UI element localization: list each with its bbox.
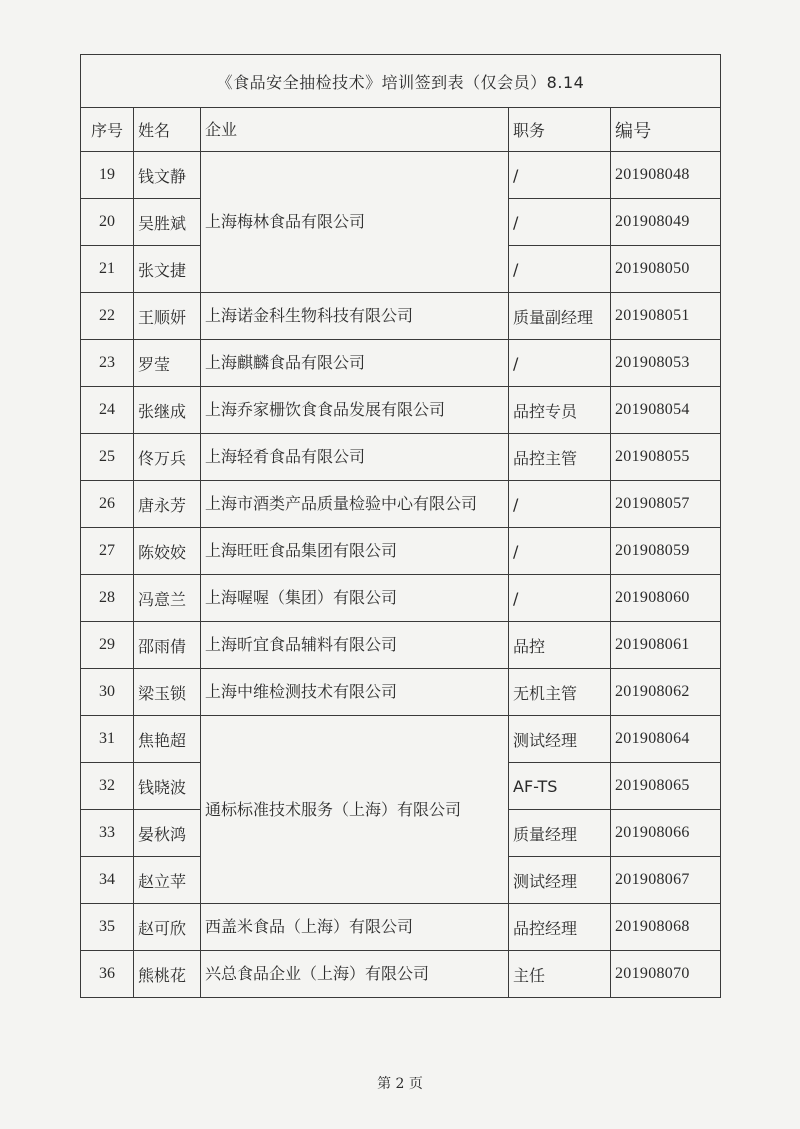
table-row	[81, 340, 721, 387]
organization: 上海梅林食品有限公司	[201, 152, 509, 293]
header-position: 职务	[509, 108, 611, 152]
registration-code: 201908050	[611, 246, 721, 293]
row-number: 22	[81, 293, 134, 340]
table-row	[81, 293, 721, 340]
organization: 上海中维检测技术有限公司	[201, 669, 509, 716]
person-name: 冯意兰	[134, 575, 201, 622]
organization: 上海旺旺食品集团有限公司	[201, 528, 509, 575]
table-row	[81, 951, 721, 998]
organization: 上海诺金科生物科技有限公司	[201, 293, 509, 340]
position: 品控	[509, 622, 611, 669]
header-code: 编号	[611, 108, 721, 152]
position: /	[509, 199, 611, 246]
row-number: 25	[81, 434, 134, 481]
table-row	[81, 481, 721, 528]
organization: 上海市酒类产品质量检验中心有限公司	[201, 481, 509, 528]
header-row	[81, 108, 721, 152]
person-name: 张继成	[134, 387, 201, 434]
person-name: 赵立苹	[134, 857, 201, 904]
registration-code: 201908059	[611, 528, 721, 575]
registration-code: 201908064	[611, 716, 721, 763]
person-name: 吴胜斌	[134, 199, 201, 246]
position: AF-TS	[509, 763, 611, 810]
table-row	[81, 904, 721, 951]
person-name: 陈姣姣	[134, 528, 201, 575]
person-name: 罗莹	[134, 340, 201, 387]
registration-code: 201908049	[611, 199, 721, 246]
page-number: 第 2 页	[377, 1076, 423, 1092]
row-number: 26	[81, 481, 134, 528]
row-number: 21	[81, 246, 134, 293]
row-number: 24	[81, 387, 134, 434]
row-number: 33	[81, 810, 134, 857]
header-no: 序号	[81, 108, 134, 152]
table-row	[81, 716, 721, 763]
position: /	[509, 575, 611, 622]
position: 质量经理	[509, 810, 611, 857]
organization: 上海昕宜食品辅料有限公司	[201, 622, 509, 669]
registration-code: 201908051	[611, 293, 721, 340]
person-name: 晏秋鸿	[134, 810, 201, 857]
organization: 上海乔家栅饮食食品发展有限公司	[201, 387, 509, 434]
position: /	[509, 340, 611, 387]
position: /	[509, 481, 611, 528]
person-name: 张文捷	[134, 246, 201, 293]
person-name: 佟万兵	[134, 434, 201, 481]
registration-code: 201908061	[611, 622, 721, 669]
person-name: 唐永芳	[134, 481, 201, 528]
registration-code: 201908057	[611, 481, 721, 528]
registration-code: 201908048	[611, 152, 721, 199]
row-number: 28	[81, 575, 134, 622]
organization: 通标标准技术服务（上海）有限公司	[201, 716, 509, 904]
registration-code: 201908065	[611, 763, 721, 810]
position: /	[509, 246, 611, 293]
person-name: 赵可欣	[134, 904, 201, 951]
registration-code: 201908066	[611, 810, 721, 857]
position: 无机主管	[509, 669, 611, 716]
row-number: 35	[81, 904, 134, 951]
registration-code: 201908062	[611, 669, 721, 716]
person-name: 焦艳超	[134, 716, 201, 763]
registration-code: 201908060	[611, 575, 721, 622]
table-row	[81, 387, 721, 434]
person-name: 钱文静	[134, 152, 201, 199]
row-number: 20	[81, 199, 134, 246]
registration-code: 201908068	[611, 904, 721, 951]
organization: 上海轻肴食品有限公司	[201, 434, 509, 481]
table-row	[81, 669, 721, 716]
row-number: 34	[81, 857, 134, 904]
table-row	[81, 528, 721, 575]
position: /	[509, 152, 611, 199]
table-row	[81, 622, 721, 669]
header-org: 企业	[201, 108, 509, 152]
position: 主任	[509, 951, 611, 998]
header-name: 姓名	[134, 108, 201, 152]
person-name: 王顺妍	[134, 293, 201, 340]
registration-code: 201908053	[611, 340, 721, 387]
table-title: 《食品安全抽检技术》培训签到表（仅会员）8.14	[81, 55, 721, 108]
registration-code: 201908055	[611, 434, 721, 481]
position: /	[509, 528, 611, 575]
organization: 上海喔喔（集团）有限公司	[201, 575, 509, 622]
registration-code: 201908070	[611, 951, 721, 998]
person-name: 钱晓波	[134, 763, 201, 810]
position: 品控专员	[509, 387, 611, 434]
position: 测试经理	[509, 857, 611, 904]
table-row	[81, 575, 721, 622]
position: 品控经理	[509, 904, 611, 951]
row-number: 19	[81, 152, 134, 199]
person-name: 梁玉锁	[134, 669, 201, 716]
organization: 西盖米食品（上海）有限公司	[201, 904, 509, 951]
signin-table	[80, 54, 721, 998]
registration-code: 201908054	[611, 387, 721, 434]
person-name: 熊桃花	[134, 951, 201, 998]
organization: 兴总食品企业（上海）有限公司	[201, 951, 509, 998]
row-number: 29	[81, 622, 134, 669]
organization: 上海麒麟食品有限公司	[201, 340, 509, 387]
row-number: 36	[81, 951, 134, 998]
table-row	[81, 152, 721, 199]
row-number: 31	[81, 716, 134, 763]
registration-code: 201908067	[611, 857, 721, 904]
table-row	[81, 434, 721, 481]
position: 品控主管	[509, 434, 611, 481]
position: 测试经理	[509, 716, 611, 763]
row-number: 32	[81, 763, 134, 810]
row-number: 23	[81, 340, 134, 387]
row-number: 27	[81, 528, 134, 575]
person-name: 邵雨倩	[134, 622, 201, 669]
position: 质量副经理	[509, 293, 611, 340]
row-number: 30	[81, 669, 134, 716]
